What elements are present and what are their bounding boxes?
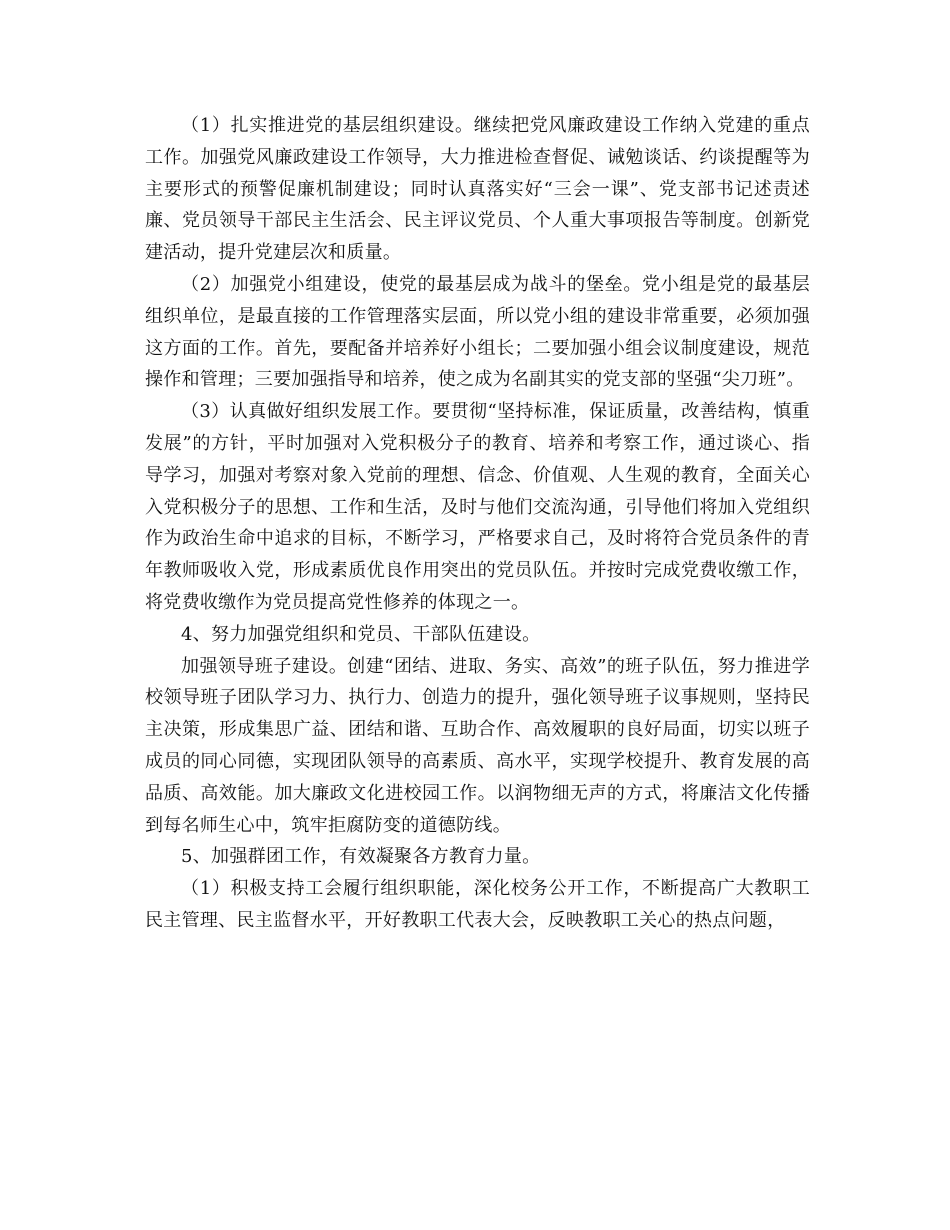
paragraph-3: （3）认真做好组织发展工作。要贯彻“坚持标准，保证质量，改善结构，慎重发展”的方针，平时加强对入党积极分子的教育、培养和考察工作，通过谈心、指导学习，加强对考察对象入党前的理想、信念、价值观、人生观的教育，全面关心入党积极分子的思想、工作和生活，及时与他们交流沟通，引导他们将加入党组织作为政治生命中追求的目标，不断学习，严格要求自己，及时将符合党员条件的青年教师吸收入党，形成素质优良作用突出的党员队伍。并按时完成党费收缴工作，将党费收缴作为党员提高党性修养的体现之一。 <box>145 401 810 613</box>
section-heading-5: 5、加强群团工作，有效凝聚各方教育力量。 <box>181 846 541 868</box>
section-heading-4: 4、努力加强党组织和党员、干部队伍建设。 <box>181 623 541 645</box>
paragraph-1: （1）扎实推进党的基层组织建设。继续把党风廉政建设工作纳入党建的重点工作。加强党风廉政建设工作领导，大力推进检查督促、诫勉谈话、约谈提醒等为主要形式的预警促廉机制建设；同时认真落实好“三会一课”、党支部书记述责述廉、党员领导干部民主生活会、民主评议党员、个人重大事项报告等制度。创新党建活动，提升党建层次和质量。 <box>145 115 810 264</box>
paragraph-5: （1）积极支持工会履行组织职能，深化校务公开工作，不断提高广大教职工民主管理、民主监督水平，开好教职工代表大会，反映教职工关心的热点问题， <box>145 878 810 931</box>
paragraph-4: 加强领导班子建设。创建“团结、进取、务实、高效”的班子队伍，努力推进学校领导班子团队学习力、执行力、创造力的提升，强化领导班子议事规则，坚持民主决策，形成集思广益、团结和谐、互助合作、高效履职的良好局面，切实以班子成员的同心同德，实现团队领导的高素质、高水平，实现学校提升、教育发展的高品质、高效能。加大廉政文化进校园工作。以润物细无声的方式，将廉洁文化传播到每名师生心中，筑牢拒腐防变的道德防线。 <box>145 655 810 836</box>
paragraph-2: （2）加强党小组建设，使党的最基层成为战斗的堡垒。党小组是党的最基层组织单位，是最直接的工作管理落实层面，所以党小组的建设非常重要，必须加强这方面的工作。首先，要配备并培养好小组长；二要加强小组会议制度建设，规范操作和管理；三要加强指导和培养，使之成为名副其实的党支部的坚强“尖刀班”。 <box>145 273 810 391</box>
document-page <box>145 110 810 937</box>
